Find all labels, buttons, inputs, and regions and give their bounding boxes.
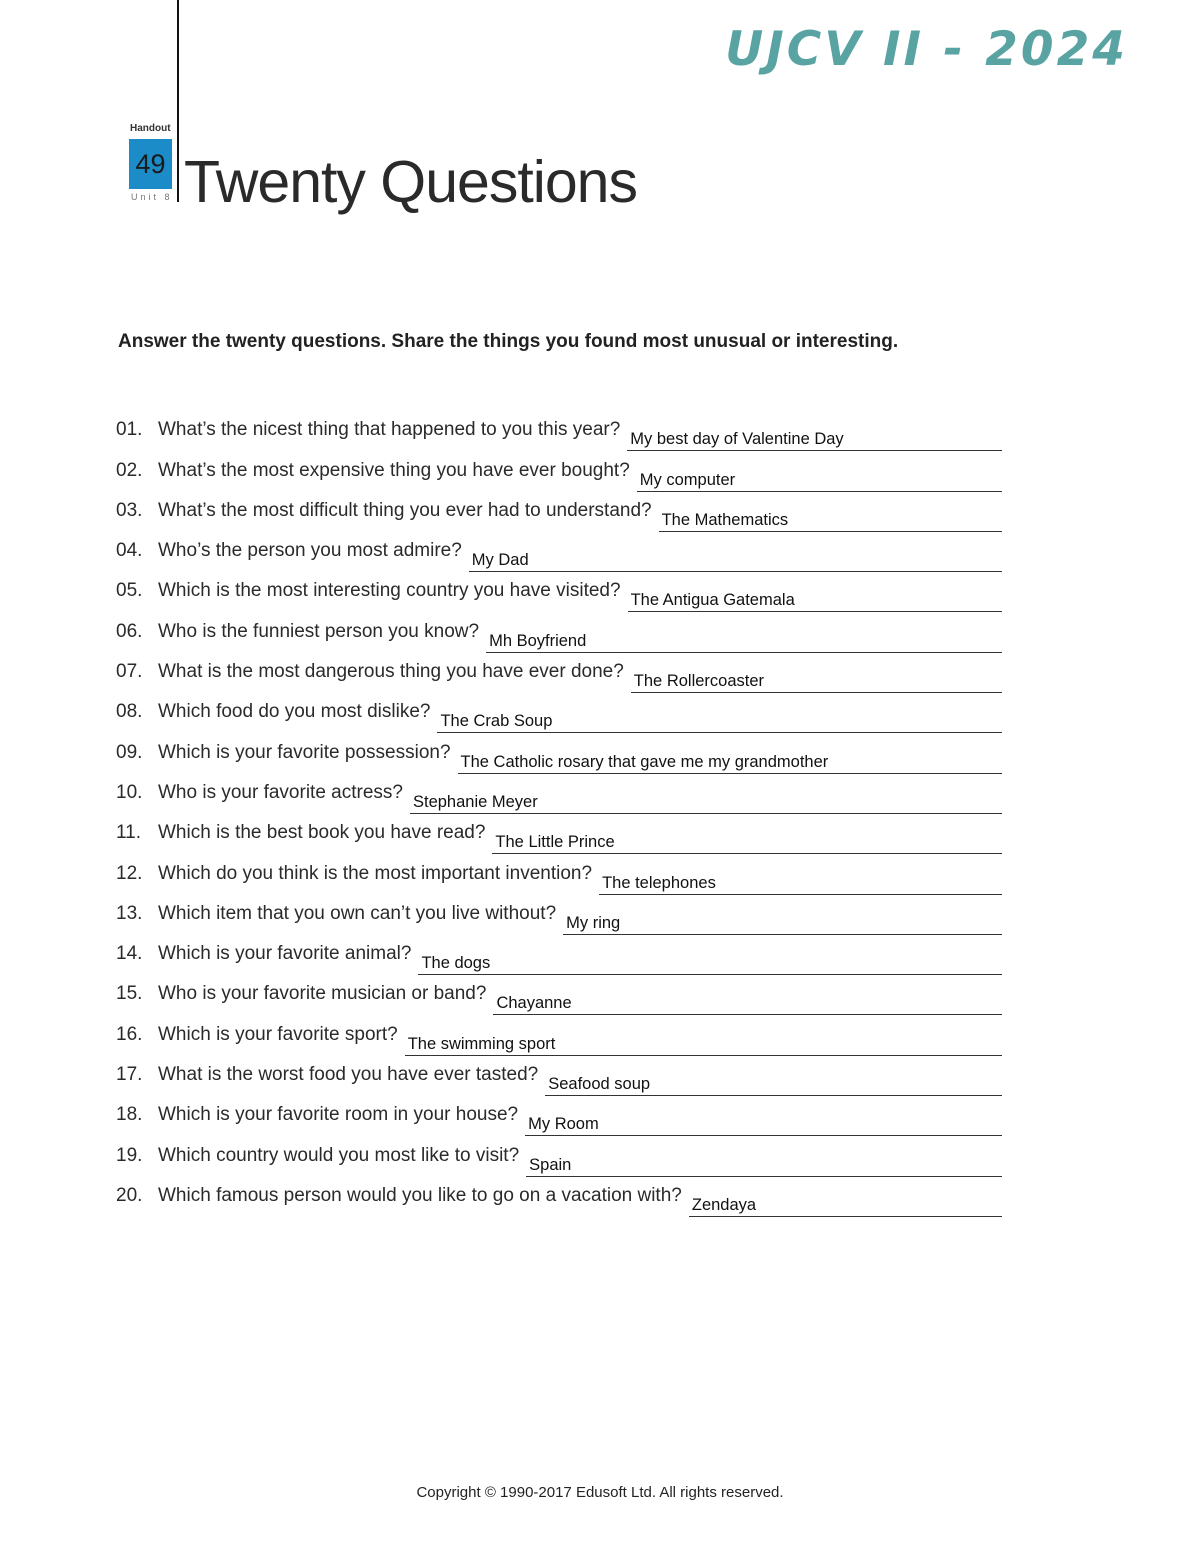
question-number: 02. (116, 459, 143, 481)
question-text: Which is your favorite sport? (158, 1023, 398, 1045)
question-number: 13. (116, 902, 143, 924)
question-number: 17. (116, 1064, 143, 1086)
question-number: 07. (116, 661, 143, 683)
answer-field[interactable]: Spain (526, 1155, 1002, 1177)
page-title: Twenty Questions (184, 149, 637, 215)
question-text: Which is your favorite animal? (158, 943, 412, 965)
question-text: Who is your favorite musician or band? (158, 983, 487, 1005)
answer-field[interactable]: Chayanne (493, 993, 1002, 1015)
answer-field[interactable]: My computer (637, 470, 1002, 492)
unit-label: Unit 8 (131, 192, 173, 202)
answer-field[interactable]: My best day of Valentine Day (627, 429, 1002, 451)
question-text: What is the worst food you have ever tasted? (158, 1064, 539, 1086)
answer-field[interactable]: My Dad (469, 550, 1002, 572)
question-text: Which food do you most dislike? (158, 701, 431, 723)
question-text: What is the most dangerous thing you have ever done? (158, 661, 624, 683)
handout-label: Handout (130, 123, 171, 134)
answer-field[interactable]: My ring (563, 913, 1002, 935)
question-number: 05. (116, 580, 143, 602)
question-number: 06. (116, 620, 143, 642)
question-number: 16. (116, 1023, 143, 1045)
question-number: 09. (116, 741, 143, 763)
answer-field[interactable]: Mh Boyfriend (486, 631, 1002, 653)
answer-field[interactable]: The swimming sport (405, 1034, 1002, 1056)
question-number: 18. (116, 1104, 143, 1126)
question-number: 12. (116, 862, 143, 884)
question-text: Which is the best book you have read? (158, 822, 486, 844)
question-text: Which is your favorite room in your house? (158, 1104, 519, 1126)
question-number: 08. (116, 701, 143, 723)
question-text: Who is the funniest person you know? (158, 620, 480, 642)
question-list (116, 404, 1002, 1214)
question-text: Which do you think is the most important invention? (158, 862, 593, 884)
question-text: What’s the nicest thing that happened to you this year? (158, 419, 621, 441)
answer-field[interactable]: The Antigua Gatemala (628, 590, 1002, 612)
handout-number-badge: 49 (129, 139, 172, 189)
question-text: Who is your favorite actress? (158, 781, 403, 803)
answer-field[interactable]: Stephanie Meyer (410, 792, 1002, 814)
question-number: 15. (116, 983, 143, 1005)
answer-field[interactable]: The Rollercoaster (631, 671, 1002, 693)
answer-field[interactable]: My Room (525, 1114, 1002, 1136)
question-number: 11. (116, 822, 142, 844)
question-number: 19. (116, 1144, 143, 1166)
question-text: What’s the most difficult thing you ever had to understand? (158, 499, 652, 521)
header-divider (177, 0, 179, 202)
question-text: What’s the most expensive thing you have ever bought? (158, 459, 630, 481)
question-text: Which item that you own can’t you live without? (158, 902, 557, 924)
question-text: Which country would you most like to visit? (158, 1144, 520, 1166)
answer-field[interactable]: The telephones (599, 873, 1002, 895)
answer-field[interactable]: The Mathematics (659, 510, 1002, 532)
question-row (116, 404, 1002, 449)
answer-field[interactable]: The Little Prince (492, 832, 1002, 854)
question-text: Which is the most interesting country you have visited? (158, 580, 621, 602)
question-text: Who’s the person you most admire? (158, 540, 462, 562)
question-text: Which is your favorite possession? (158, 741, 451, 763)
answer-field[interactable]: Zendaya (689, 1195, 1002, 1217)
question-number: 14. (116, 943, 143, 965)
answer-field[interactable]: Seafood soup (545, 1074, 1002, 1096)
question-number: 04. (116, 540, 143, 562)
answer-field[interactable]: The dogs (418, 953, 1002, 975)
question-number: 03. (116, 499, 143, 521)
answer-field[interactable]: The Catholic rosary that gave me my grandmother (458, 752, 1002, 774)
instructions: Answer the twenty questions. Share the things you found most unusual or interesting. (118, 331, 899, 352)
question-number: 01. (116, 419, 143, 441)
answer-field[interactable]: The Crab Soup (437, 711, 1002, 733)
copyright-notice: Copyright © 1990-2017 Edusoft Ltd. All rights reserved. (416, 1484, 784, 1501)
question-number: 10. (116, 781, 143, 803)
question-number: 20. (116, 1184, 143, 1206)
question-text: Which famous person would you like to go on a vacation with? (158, 1184, 682, 1206)
watermark-text: UJCV II - 2024 (725, 22, 1128, 77)
